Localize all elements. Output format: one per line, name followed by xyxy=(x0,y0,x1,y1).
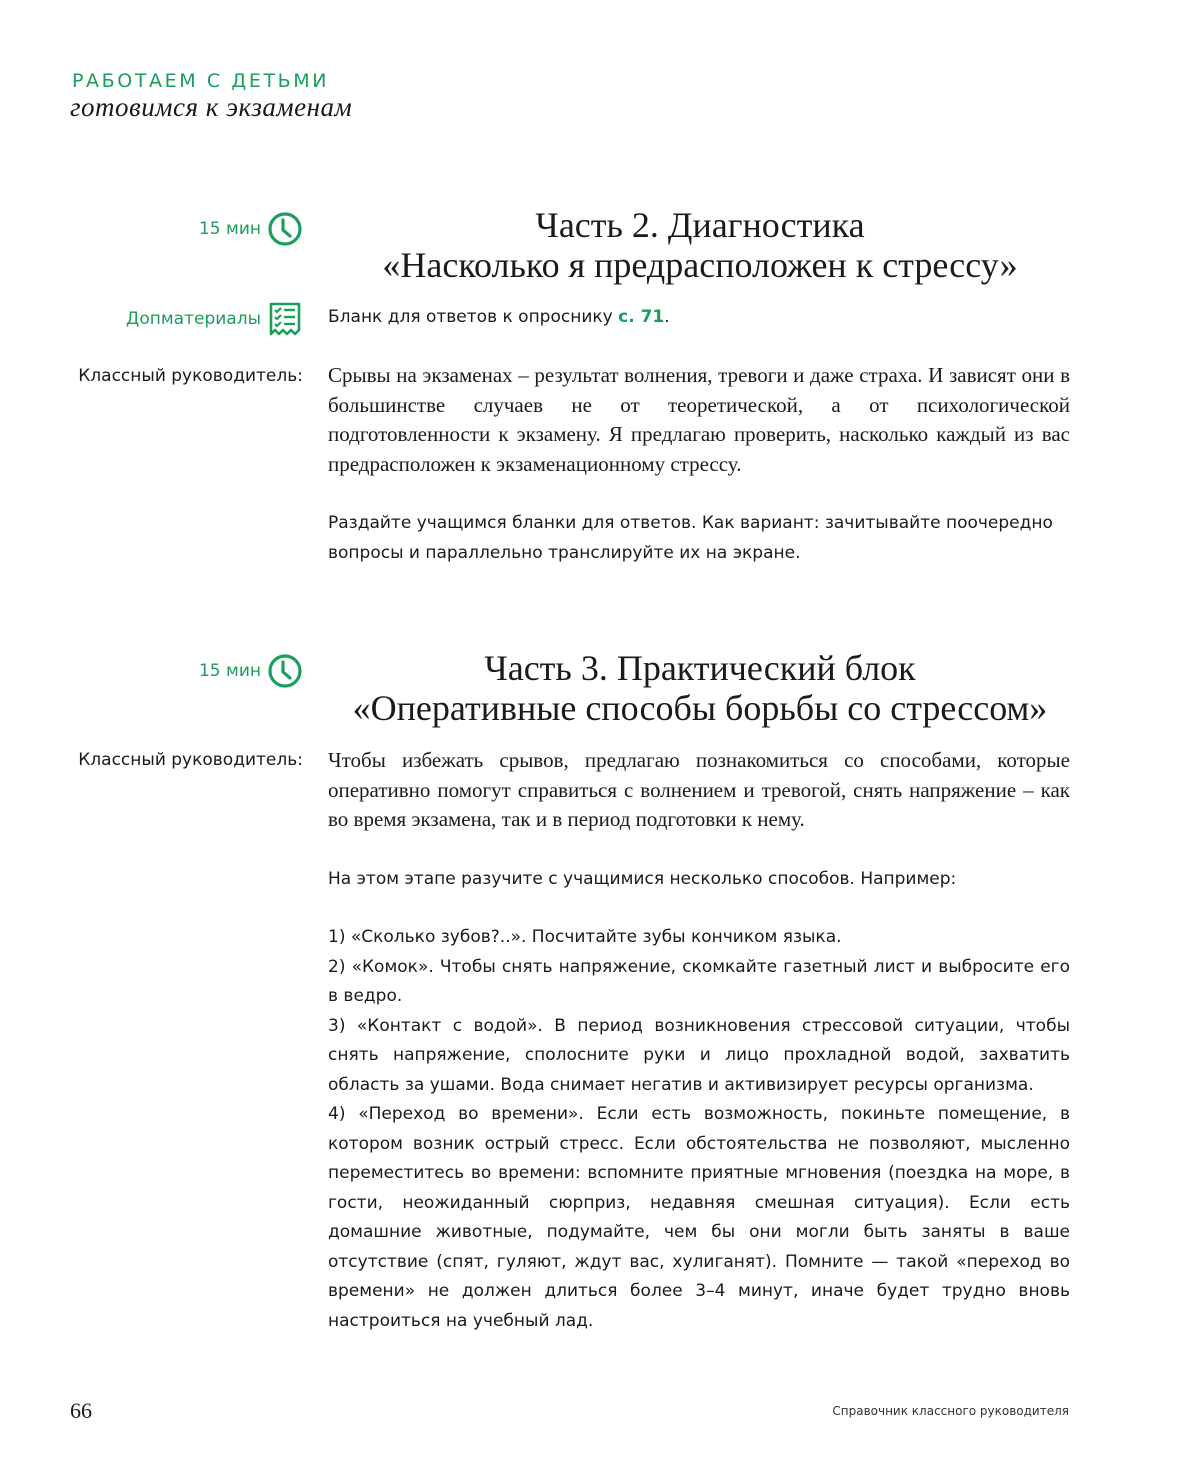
part3-duration xyxy=(199,653,303,689)
book-title: Справочник классного руководителя xyxy=(832,1404,1069,1418)
part3-instruction xyxy=(328,865,1070,895)
clock-icon xyxy=(267,211,303,247)
part2-title-line1: Часть 2. Диагностика xyxy=(535,205,865,245)
materials-description: Бланк для ответов к опроснику xyxy=(328,307,619,327)
section-kicker: РАБОТАЕМ С ДЕТЬМИ xyxy=(72,70,330,92)
section-subtitle: готовимся к экзаменам xyxy=(70,92,353,122)
method-item: 3) «Контакт с водой». В период возникновения стрессовой ситуации, чтобы снять напряжение, сполосните руки и лицо прохладной водой, захватить область за ушами. Вода снимает негатив и активизирует ресурсы организма. xyxy=(328,1015,1070,1095)
methods-list xyxy=(328,923,1070,1336)
materials-page-link[interactable]: с. 71 xyxy=(618,307,665,327)
method-item: 2) «Комок». Чтобы снять напряжение, скомкайте газетный лист и выбросите его в ведро. xyxy=(328,956,1070,1006)
speech-text: Срывы на экзаменах – результат волнения, тревоги и даже страха. И зависят они в большинстве случаев не от теоретической, а от психологической подготовленности к экзамену. Я предлагаю проверить, насколько каждый из вас предрасположен к экзаменационному стрессу. xyxy=(328,363,1070,476)
materials-end: . xyxy=(664,307,670,327)
part3-title-line1: Часть 3. Практический блок xyxy=(484,648,916,688)
method-item: 4) «Переход во времени». Если есть возможность, покиньте помещение, в котором возник острый стресс. Если обстоятельства не позволяют, мысленно переместитесь во времени: вспомните приятные мгновения (поездка на море, в гости, неожиданный сюрприз, недавняя смешная ситуация). Если есть домашние животные, подумайте, чем бы они могли быть заняты в ваше отсутствие (спят, гуляют, ждут вас, хулиганят). Помните — такой «переход во времени» не должен длиться более 3–4 минут, иначе будет трудно вновь настроиться на учебный лад. xyxy=(328,1104,1070,1331)
part3-speaker xyxy=(78,750,303,770)
part2-duration-label: 15 мин xyxy=(198,219,261,239)
part2-speaker xyxy=(78,366,303,386)
speaker-label: Классный руководитель: xyxy=(78,366,303,386)
part2-instruction xyxy=(328,509,1070,568)
instruction-text: На этом этапе разучите с учащимися несколько способов. Например: xyxy=(328,869,957,889)
part3-title xyxy=(330,648,1070,728)
part3-title-line2: «Оперативные способы борьбы со стрессом» xyxy=(352,688,1048,728)
checklist-document-icon xyxy=(267,301,303,337)
clock-icon xyxy=(267,653,303,689)
part2-duration xyxy=(199,211,303,247)
speech-text: Чтобы избежать срывов, предлагаю познакомиться со способами, которые оперативно помогут справиться с волнением и тревогой, снять напряжение – как во время экзамена, так и в период подготовки к нему. xyxy=(328,748,1070,831)
part2-title xyxy=(330,205,1070,285)
materials-label: Допматериалы xyxy=(126,309,261,329)
part2-materials-text xyxy=(328,303,1070,333)
speaker-label: Классный руководитель: xyxy=(78,750,303,770)
method-item: 1) «Сколько зубов?..». Посчитайте зубы кончиком языка. xyxy=(328,927,842,947)
part2-title-line2: «Насколько я предрасположен к стрессу» xyxy=(382,245,1018,285)
part3-speech xyxy=(328,746,1070,835)
page-number: 66 xyxy=(70,1398,92,1423)
part3-duration-label: 15 мин xyxy=(198,661,261,681)
part2-materials xyxy=(126,301,303,337)
part2-speech xyxy=(328,361,1070,479)
instruction-text: Раздайте учащимся бланки для ответов. Как вариант: зачитывайте поочередно вопросы и параллельно транслируйте их на экране. xyxy=(328,513,1053,563)
